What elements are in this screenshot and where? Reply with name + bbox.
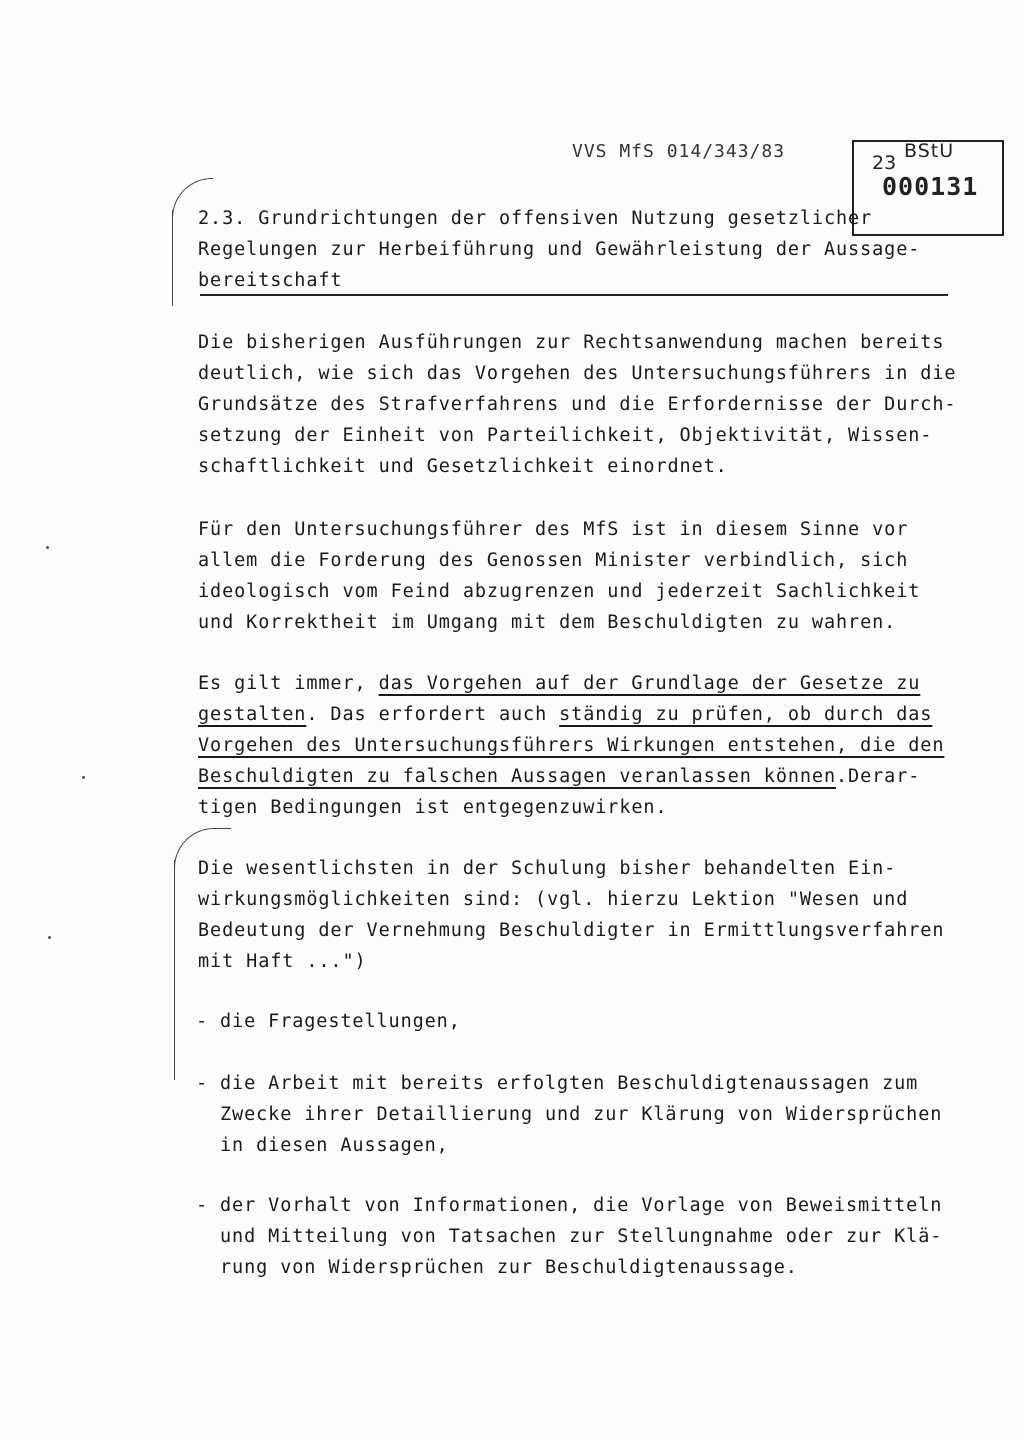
- underlined-text: Vorgehen des Untersuchungsführers Wirkungen entstehen, die den: [198, 735, 945, 756]
- underlined-text: Beschuldigten zu falschen Aussagen veranlassen können: [198, 766, 837, 787]
- margin-speck: [46, 546, 49, 549]
- text-line: der Vorhalt von Informationen, die Vorlage von Beweismitteln: [220, 1195, 943, 1216]
- paragraph-4: [198, 853, 944, 977]
- underlined-text: ständig zu prüfen, ob durch das: [559, 704, 933, 725]
- margin-line-top: [172, 210, 173, 306]
- text-line: Zwecke ihrer Detaillierung und zur Klärung von Widersprüchen: [220, 1104, 943, 1125]
- text-line: und Korrektheit im Umgang mit dem Beschuldigten zu wahren.: [198, 612, 897, 633]
- heading-underline: [200, 294, 948, 296]
- text-line: tigen Bedingungen ist entgegenzuwirken.: [198, 797, 668, 818]
- document-reference: VVS MfS 014/343/83: [572, 141, 786, 162]
- plain-text: Es gilt immer,: [198, 673, 379, 694]
- archive-number: 000131: [882, 172, 979, 201]
- text-line: ideologisch vom Feind abzugrenzen und jederzeit Sachlichkeit: [198, 581, 921, 602]
- paragraph-3: [198, 668, 944, 823]
- margin-line-mid: [174, 860, 175, 1080]
- paragraph-1: [198, 327, 956, 482]
- text-line: in diesen Aussagen,: [220, 1135, 449, 1156]
- heading-line: bereitschaft: [198, 270, 343, 291]
- paragraph-2: [198, 514, 920, 638]
- text-line: setzung der Einheit von Parteilichkeit, Objektivität, Wissen-: [198, 425, 933, 446]
- page-number: 23: [872, 152, 897, 174]
- text-line: Die wesentlichsten in der Schulung bisher behandelten Ein-: [198, 858, 897, 879]
- text-line: Für den Untersuchungsführer des MfS ist in diesem Sinne vor: [198, 519, 909, 540]
- bullet-dash: -: [196, 1073, 209, 1094]
- text-line: Die bisherigen Ausführungen zur Rechtsanwendung machen bereits: [198, 332, 945, 353]
- text-line: die Fragestellungen,: [220, 1011, 461, 1032]
- underlined-text: gestalten: [198, 704, 307, 725]
- list-item-text: [220, 1006, 461, 1037]
- section-heading: [198, 203, 920, 296]
- list-item-text: [220, 1068, 942, 1161]
- text-line: [198, 668, 944, 699]
- text-line: [198, 761, 944, 792]
- margin-speck: [82, 776, 85, 779]
- text-line: und Mitteilung von Tatsachen zur Stellungnahme oder zur Klä-: [220, 1226, 943, 1247]
- text-line: Grundsätze des Strafverfahrens und die Erfordernisse der Durch-: [198, 394, 957, 415]
- heading-line: 2.3. Grundrichtungen der offensiven Nutzung gesetzlicher: [198, 208, 873, 229]
- text-line: deutlich, wie sich das Vorgehen des Untersuchungsführers in die: [198, 363, 957, 384]
- bullet-dash: -: [196, 1195, 209, 1216]
- underlined-text: das Vorgehen auf der Grundlage der Gesetze zu: [378, 673, 921, 694]
- text-line: [198, 699, 944, 730]
- margin-speck: [48, 936, 51, 939]
- plain-text: .Derar-: [836, 766, 921, 787]
- text-line: Bedeutung der Vernehmung Beschuldigter in Ermittlungsverfahren: [198, 920, 945, 941]
- text-line: [198, 730, 944, 761]
- text-line: rung von Widersprüchen zur Beschuldigtenaussage.: [220, 1257, 798, 1278]
- text-line: mit Haft ..."): [198, 951, 367, 972]
- bullet-dash: -: [196, 1011, 209, 1032]
- text-line: schaftlichkeit und Gesetzlichkeit einordnet.: [198, 456, 728, 477]
- text-line: die Arbeit mit bereits erfolgten Beschuldigtenaussagen zum: [220, 1073, 919, 1094]
- plain-text: . Das erfordert auch: [306, 704, 560, 725]
- list-item-text: [220, 1190, 942, 1283]
- text-line: wirkungsmöglichkeiten sind: (vgl. hierzu Lektion "Wesen und: [198, 889, 909, 910]
- text-line: allem die Forderung des Genossen Minister verbindlich, sich: [198, 550, 909, 571]
- stamp-organization: BStU: [904, 140, 955, 162]
- heading-line: Regelungen zur Herbeiführung und Gewährleistung der Aussage-: [198, 239, 921, 260]
